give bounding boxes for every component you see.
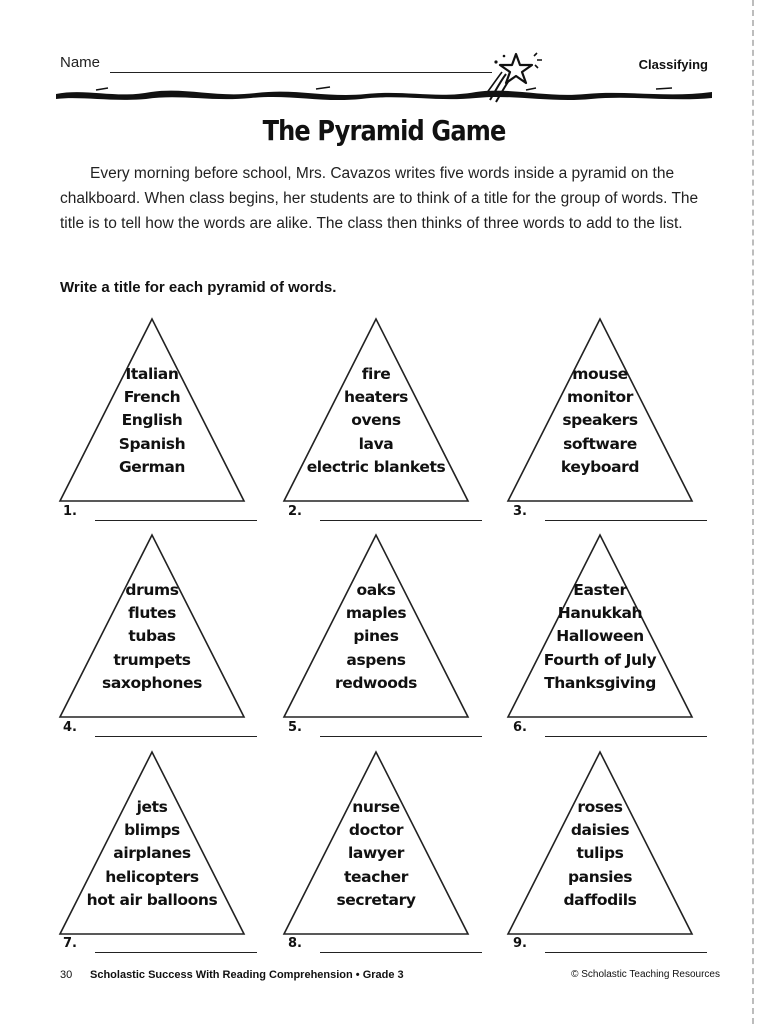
answer-field-8[interactable] <box>320 936 482 953</box>
word-pyramid-6 <box>506 533 694 719</box>
pyramid-word: monitor <box>566 388 634 407</box>
pyramid-word: German <box>118 457 186 476</box>
pyramid-word: oaks <box>356 581 396 599</box>
pyramid-word: airplanes <box>113 844 191 863</box>
pyramid-word: Spanish <box>118 434 186 453</box>
answer-row-8 <box>288 934 488 956</box>
word-pyramid-8 <box>282 750 470 936</box>
page-title: The Pyramid Game <box>262 114 506 147</box>
word-list <box>282 579 470 695</box>
answer-number: 9. <box>513 936 527 951</box>
answer-number: 4. <box>63 720 77 735</box>
pyramid-word: software <box>563 434 637 453</box>
pyramid-word: lawyer <box>348 844 404 863</box>
answer-row-6 <box>513 718 713 740</box>
pyramid-word: mouse <box>572 365 628 383</box>
word-pyramid-9 <box>506 750 694 936</box>
answer-number: 3. <box>513 504 527 519</box>
answer-field-3[interactable] <box>545 504 707 521</box>
answer-row-1 <box>63 502 263 524</box>
pyramid-word: Fourth of July <box>543 650 657 669</box>
answer-row-3 <box>513 502 713 524</box>
pyramid-word: Easter <box>573 581 627 599</box>
pyramid-word: French <box>123 388 181 407</box>
pyramid-word: roses <box>577 798 623 816</box>
pyramid-word: electric blankets <box>306 457 446 476</box>
word-list <box>506 363 694 479</box>
pyramid-word: saxophones <box>102 673 202 692</box>
pyramid-word: redwoods <box>335 673 417 692</box>
word-list <box>282 363 470 479</box>
answer-field-1[interactable] <box>95 504 257 521</box>
word-list <box>506 796 694 912</box>
pyramid-word: flutes <box>128 604 176 623</box>
word-pyramid-4 <box>58 533 246 719</box>
pyramid-word: heaters <box>344 388 408 407</box>
word-list <box>58 796 246 912</box>
pyramid-word: trumpets <box>113 650 191 669</box>
word-list <box>282 796 470 912</box>
answer-field-4[interactable] <box>95 720 257 737</box>
category-label: Classifying <box>638 57 708 72</box>
answer-row-2 <box>288 502 488 524</box>
answer-field-5[interactable] <box>320 720 482 737</box>
page-number: 30 <box>60 969 73 981</box>
word-pyramid-3 <box>506 317 694 503</box>
pyramid-word: nurse <box>352 798 400 816</box>
pyramid-word: pines <box>353 627 399 646</box>
pyramid-word: aspens <box>346 650 406 669</box>
pyramid-word: fire <box>361 365 391 383</box>
answer-number: 1. <box>63 504 77 519</box>
answer-number: 2. <box>288 504 302 519</box>
word-list <box>58 579 246 695</box>
answer-row-7 <box>63 934 263 956</box>
pyramid-word: Hanukkah <box>557 604 643 623</box>
pyramid-word: Thanksgiving <box>544 673 656 692</box>
book-title: Scholastic Success With Reading Comprehension • Grade 3 <box>90 969 404 981</box>
pyramid-word: daisies <box>570 821 630 840</box>
copyright-notice: © Scholastic Teaching Resources <box>571 969 720 980</box>
pyramid-word: hot air balloons <box>86 890 218 909</box>
pyramid-word: Italian <box>125 365 179 383</box>
pyramid-word: English <box>121 411 183 430</box>
pyramid-word: tulips <box>576 844 624 863</box>
pyramid-word: blimps <box>124 821 180 840</box>
answer-number: 5. <box>288 720 302 735</box>
cut-line <box>752 0 754 1024</box>
pyramid-word: drums <box>125 581 179 599</box>
pyramid-word: speakers <box>562 411 638 430</box>
pyramid-word: maples <box>345 604 407 623</box>
brush-divider <box>56 85 712 103</box>
answer-number: 6. <box>513 720 527 735</box>
pyramid-word: teacher <box>344 867 408 886</box>
word-pyramid-7 <box>58 750 246 936</box>
answer-row-4 <box>63 718 263 740</box>
answer-field-9[interactable] <box>545 936 707 953</box>
intro-paragraph: Every morning before school, Mrs. Cavazos writes five words inside a pyramid on the chalkboard. When class begins, her students are to think of a title for the group of words. The title is to tell how the words are alike. The class then thinks of three words to add to the list. <box>60 165 699 232</box>
answer-row-5 <box>288 718 488 740</box>
word-pyramid-1 <box>58 317 246 503</box>
pyramid-word: ovens <box>351 411 401 430</box>
word-pyramid-5 <box>282 533 470 719</box>
pyramid-word: helicopters <box>105 867 199 886</box>
name-field[interactable] <box>110 58 492 73</box>
pyramid-word: keyboard <box>560 457 640 476</box>
name-label: Name <box>60 54 101 71</box>
answer-row-9 <box>513 934 713 956</box>
instructions: Write a title for each pyramid of words. <box>60 279 337 296</box>
answer-field-2[interactable] <box>320 504 482 521</box>
pyramid-word: tubas <box>128 627 176 646</box>
pyramid-word: daffodils <box>563 890 637 909</box>
pyramid-word: doctor <box>348 821 404 840</box>
pyramid-word: lava <box>358 434 394 453</box>
pyramid-word: Halloween <box>556 627 644 646</box>
answer-field-7[interactable] <box>95 936 257 953</box>
answer-number: 7. <box>63 936 77 951</box>
answer-field-6[interactable] <box>545 720 707 737</box>
word-list <box>58 363 246 479</box>
word-pyramid-2 <box>282 317 470 503</box>
pyramid-word: jets <box>136 798 168 816</box>
answer-number: 8. <box>288 936 302 951</box>
pyramid-word: secretary <box>336 890 416 909</box>
pyramid-word: pansies <box>567 867 633 886</box>
word-list <box>506 579 694 695</box>
